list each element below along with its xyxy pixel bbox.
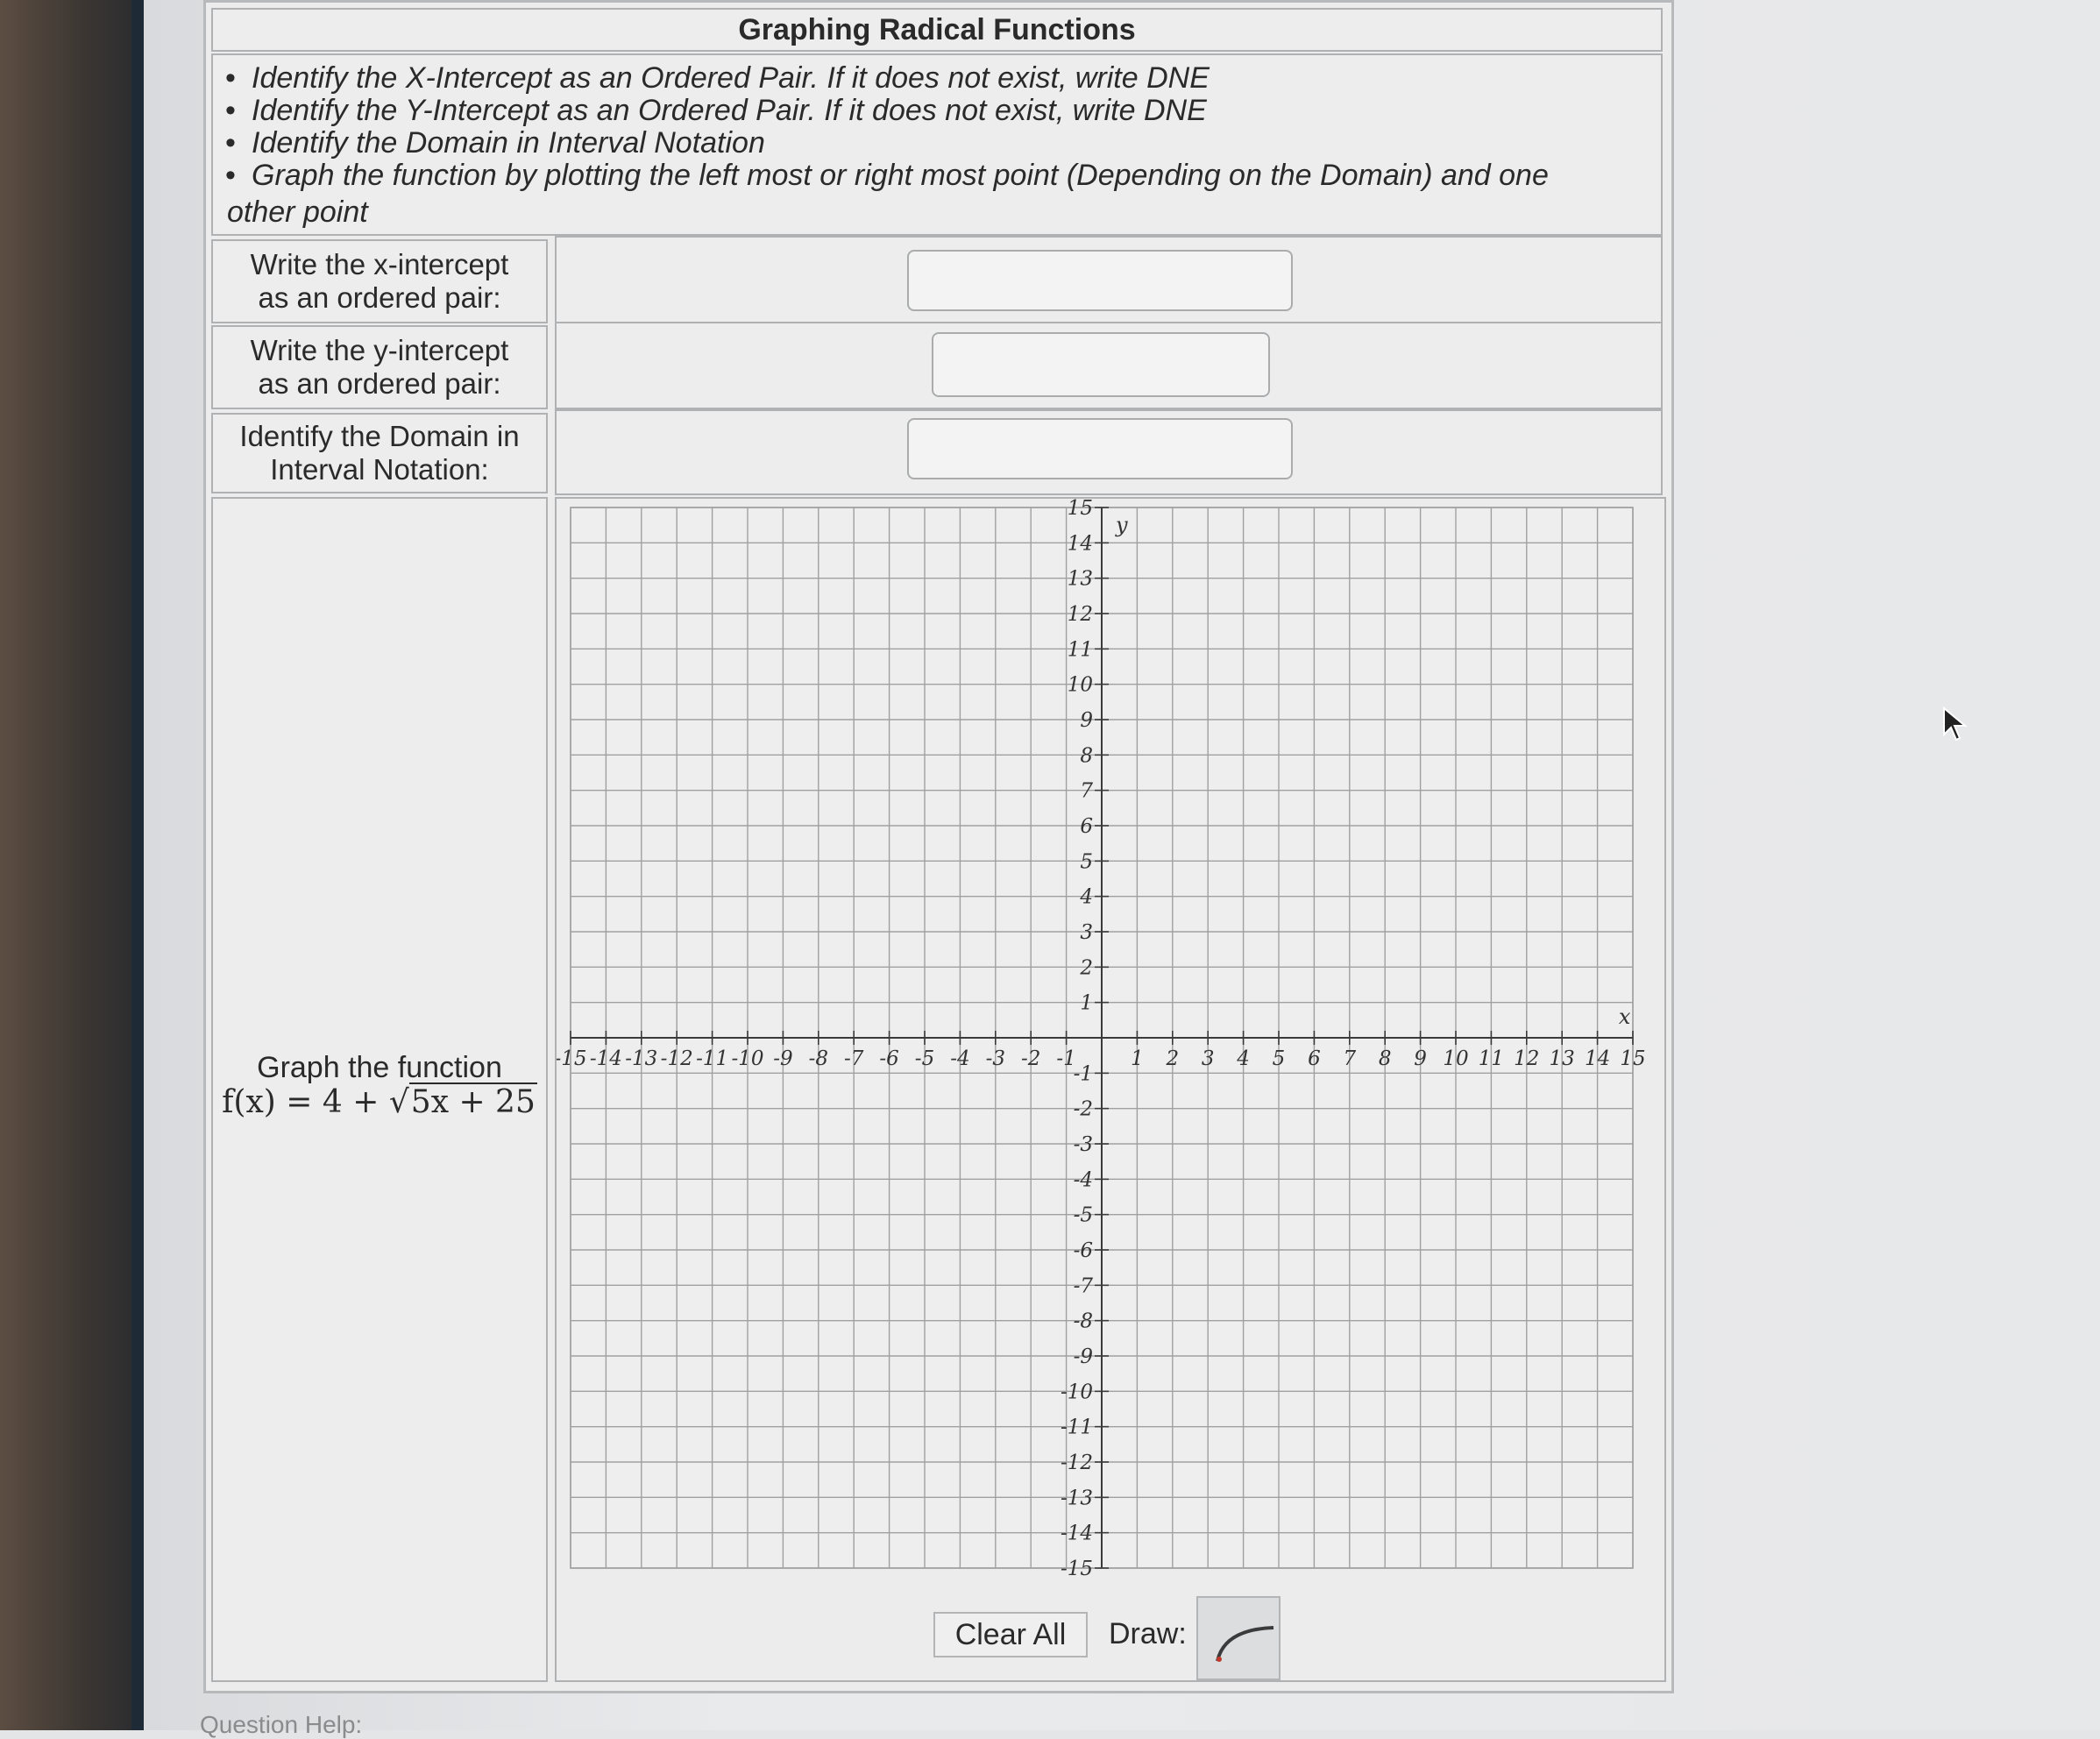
y-tick-label: 7 [1080, 779, 1093, 803]
y-tick-label: ‑15 [1060, 1558, 1093, 1580]
coordinate-grid[interactable] [557, 499, 1664, 1680]
x-tick-label: 3 [1201, 1047, 1215, 1070]
x-intercept-label [211, 239, 548, 323]
y-tick-label: ‑2 [1073, 1097, 1093, 1121]
x-intercept-input[interactable] [907, 250, 1293, 311]
y-axis-label: y [1116, 513, 1128, 538]
function-formula [213, 1084, 546, 1120]
x-tick-label: 8 [1378, 1047, 1392, 1070]
y-intercept-label-line2: as an ordered pair: [258, 367, 501, 400]
monitor-edge [131, 0, 144, 1730]
y-tick-label: ‑4 [1073, 1168, 1093, 1192]
question-help-hint: Question Help: [200, 1711, 363, 1738]
formula-radicand: 5x + 25 [410, 1084, 536, 1120]
y-tick-label: 12 [1067, 603, 1093, 626]
x-tick-label: 11 [1478, 1047, 1505, 1070]
y-intercept-label-line1: Write the y-intercept [250, 334, 509, 366]
y-tick-label: ‑6 [1073, 1239, 1093, 1262]
y-tick-label: ‑13 [1060, 1487, 1093, 1510]
mouse-pointer-icon [1942, 706, 1969, 742]
instruction-item: • Graph the function by plotting the left most or right most point (Depending on the Domain) and one [252, 160, 1661, 192]
x-tick-label: 4 [1237, 1047, 1250, 1070]
instruction-item: • Identify the Y-Intercept as an Ordered Pair. If it does not exist, write DNE [252, 95, 1661, 127]
x-tick-label: ‑6 [879, 1047, 899, 1070]
y-tick-label: 6 [1080, 815, 1093, 838]
x-tick-label: ‑9 [773, 1047, 793, 1070]
x-tick-label: ‑11 [696, 1047, 729, 1070]
x-tick-label: ‑8 [808, 1047, 829, 1070]
graph-label-cell [211, 497, 548, 1682]
x-tick-label: 15 [1620, 1047, 1646, 1070]
x-intercept-label-line1: Write the x-intercept [250, 248, 509, 280]
y-intercept-label [211, 325, 548, 409]
graph-cell [555, 497, 1666, 1682]
curve-draw-tool[interactable] [1196, 1596, 1281, 1680]
x-tick-label: ‑3 [985, 1047, 1006, 1070]
y-tick-label: 5 [1080, 850, 1093, 874]
x-axis-label: x [1618, 1004, 1631, 1029]
x-tick-label: ‑15 [557, 1047, 587, 1070]
x-tick-label: 10 [1443, 1047, 1469, 1070]
y-tick-label: 14 [1067, 532, 1093, 556]
y-tick-label: 3 [1080, 921, 1093, 944]
y-tick-label: ‑1 [1073, 1062, 1093, 1086]
y-tick-label: 2 [1080, 956, 1093, 980]
y-tick-label: ‑14 [1060, 1522, 1093, 1545]
domain-input[interactable] [907, 418, 1293, 479]
y-tick-label: 4 [1080, 885, 1093, 909]
x-tick-label: 2 [1166, 1047, 1180, 1070]
problem-title: Graphing Radical Functions [211, 8, 1663, 52]
instruction-item: • Identify the X-Intercept as an Ordered Pair. If it does not exist, write DNE [252, 62, 1661, 95]
y-tick-label: 11 [1067, 638, 1093, 662]
x-tick-label: 1 [1131, 1047, 1144, 1070]
y-tick-label: 13 [1067, 567, 1093, 591]
x-tick-label: ‑10 [731, 1047, 764, 1070]
problem-panel [203, 0, 1674, 1693]
domain-label [211, 413, 548, 493]
sqrt-icon: √ [388, 1084, 409, 1120]
curve-draw-icon [1198, 1598, 1279, 1679]
x-tick-label: 6 [1308, 1047, 1321, 1070]
monitor-bezel [0, 0, 140, 1730]
y-tick-label: ‑5 [1073, 1203, 1093, 1227]
x-intercept-cell [555, 236, 1663, 323]
y-tick-label: ‑12 [1060, 1452, 1093, 1474]
instructions-list [213, 55, 1661, 192]
draw-label: Draw: [1109, 1617, 1187, 1650]
x-tick-label: 7 [1343, 1047, 1357, 1070]
y-tick-label: 9 [1080, 709, 1093, 732]
x-tick-label: ‑13 [625, 1047, 658, 1070]
x-intercept-label-line2: as an ordered pair: [258, 281, 501, 314]
x-tick-label: 5 [1272, 1047, 1286, 1070]
y-tick-label: ‑7 [1073, 1274, 1093, 1298]
domain-label-line1: Identify the Domain in [239, 420, 520, 452]
x-tick-label: 9 [1414, 1047, 1427, 1070]
instruction-item: • Identify the Domain in Interval Notation [252, 127, 1661, 160]
formula-prefix: f(x) = 4 + [222, 1084, 389, 1120]
y-tick-label: ‑11 [1060, 1416, 1093, 1439]
y-intercept-cell [555, 322, 1663, 409]
y-tick-label: ‑8 [1073, 1310, 1093, 1333]
x-tick-label: ‑12 [660, 1047, 693, 1070]
x-tick-label: ‑7 [843, 1047, 864, 1070]
x-tick-label: ‑5 [914, 1047, 935, 1070]
x-tick-label: 13 [1549, 1047, 1575, 1070]
graph-instruction: Graph the function [257, 1051, 502, 1084]
y-tick-label: 10 [1067, 673, 1093, 697]
x-tick-label: ‑1 [1056, 1047, 1076, 1070]
x-tick-label: 14 [1584, 1047, 1611, 1070]
y-tick-label: 1 [1080, 991, 1093, 1015]
x-tick-label: ‑2 [1020, 1047, 1041, 1070]
x-tick-label: ‑14 [589, 1047, 622, 1070]
x-tick-label: ‑4 [950, 1047, 970, 1070]
y-tick-label: 15 [1067, 499, 1093, 520]
x-tick-label: 12 [1514, 1047, 1540, 1070]
clear-all-button[interactable]: Clear All [933, 1612, 1088, 1657]
y-intercept-input[interactable] [932, 332, 1270, 397]
instruction-tail: other point [227, 195, 368, 229]
domain-cell [555, 409, 1663, 495]
y-tick-label: ‑9 [1073, 1345, 1093, 1368]
instructions-box [211, 53, 1663, 236]
y-tick-label: 8 [1080, 744, 1093, 768]
y-tick-label: ‑3 [1073, 1133, 1093, 1156]
y-tick-label: ‑10 [1060, 1381, 1093, 1404]
domain-label-line2: Interval Notation: [270, 453, 489, 486]
